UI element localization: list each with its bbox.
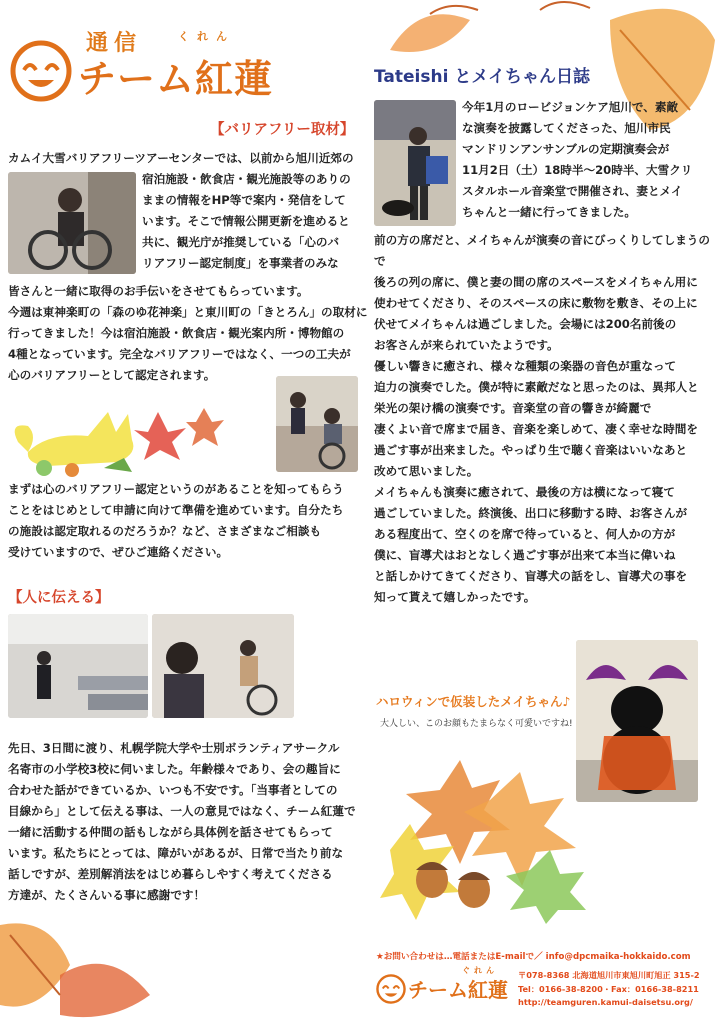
- tell-people-paragraph: 先日、3日間に渡り、札幌学院大学や士別ボランティアサークル 名寄市の小学校3校に伺いました。年齢様々であり、会の趣旨に 合わせた話ができているか、いつも不安です。「当事者としての 目線から」として伝える事は、一人の意見ではなく、チーム紅蓮で 一緒に活動する仲間の話もしながら具体例を話させてもらって います。私たちにとっては、障がいがあるが、日常で当たり前な 話しですが、差別解消法をはじめ暮らしやすく考えてくださる 方達が、たくさんいる事に感謝です！: [8, 741, 356, 902]
- footer-logo-text: チーム紅蓮: [408, 978, 508, 1002]
- wheelchair-photo: [8, 172, 136, 274]
- barrier-free-title: 【バリアフリー取材】: [210, 122, 355, 138]
- footer-logo-ruby: ぐれん: [462, 966, 498, 975]
- contact-tel-fax: Tel：0166-38-8200・Fax：0166-38-8211: [518, 984, 699, 994]
- bottom-leaf-decoration: [0, 905, 160, 1024]
- footer-smiling-face-icon: [376, 974, 406, 1004]
- logo-title: チーム紅蓮: [78, 57, 274, 101]
- interview-photo: [276, 376, 358, 472]
- class-photo: [152, 614, 294, 718]
- halloween-caption: 大人しい、このお顔もたまらなく可愛いですね!: [380, 719, 573, 729]
- barrier-free-paragraph-3: 皆さんと一緒に取得のお手伝いをさせてもらっています。 今週は東神楽町の「森のゆ花神楽」と東川町の「きとろん」の取材に 行ってきました！今は宿泊施設・飲食店・観光案内所・博物館の 4種となっています。完全なバリアフリーではなく、一つの工夫が 心のバリアフリーとして認定されます。: [8, 284, 368, 382]
- diary-title: Tateishi とメイちゃん日誌: [374, 67, 590, 87]
- barrier-free-paragraph-4: まずは心のバリアフリー認定というのがあることを知ってもらう ことをはじめとして申請に向けて準備を進めています。自分たち の施設は認定取れるのだろうか？など、さまざまなご相談も 受けていますので、ぜひご連絡ください。: [8, 482, 344, 559]
- diary-paragraph-1: 今年1月のロービジョンケア旭川で、素敵 な演奏を披露してくださった、旭川市民 マンドリンアンサンブルの定期演奏会が 11月2日（土）18時半〜20時半、大雪クリ スタルホール音楽堂で開催され、妻とメイ ちゃんと一緒に行ってきました。: [462, 100, 693, 219]
- contact-line: ★お問い合わせは…電話またはE-mailで／ info@dpcmaika-hokkaido.com: [376, 952, 691, 962]
- acorn-leaves-illustration: [380, 760, 590, 924]
- halloween-dog-photo: [576, 640, 698, 802]
- lecture-photo: [8, 614, 148, 718]
- contact-address: 〒078-8368 北海道旭川市東旭川町旭正 315-2: [518, 970, 700, 980]
- diary-paragraph-2: 前の方の席だと、メイちゃんが演奏の音にびっくりしてしまうので 後ろの列の席に、僕と妻の間の席のスペースをメイちゃん用に 使わせてくださり、そのスペースの床に敷物を敷き、その上に 伏せてメイちゃんは過ごしました。会場には200名前後の お客さんが来られていたようです。 優しい響きに癒され、様々な種類の楽器の音色が重なって 迫力の演奏でした。僕が特に素敵だなと思ったのは、異邦人と 栄光の架け橋の演奏です。音楽堂の音の響きが綺麗で 凄くよい音で席まで届き、音楽を楽しめて、凄く幸せな時間を 過ごす事が出来ました。やっぱり生で聴く音楽はいいなあと 改めて思いました。 メイちゃんも演奏に癒されて、最後の方は横になって寝て 過ごしていました。終演後、出口に移動する時、お客さんが ある程度出て、空くのを席で待っていると、何人かの方が 僕に、盲導犬はおとなしく過ごす事が出来て本当に偉いね と話しかけてきてくださり、盲導犬の話をし、盲導犬の事を 知って貰えて嬉しかったです。: [374, 233, 710, 604]
- logo-ruby: くれん: [178, 30, 235, 43]
- fox-illustration: [8, 392, 228, 478]
- smiling-face-icon: [10, 40, 72, 102]
- tell-people-title: 【人に伝える】: [8, 590, 110, 606]
- contact-website-link[interactable]: http://teamguren.kamui-daisetsu.org/: [518, 997, 693, 1007]
- newsletter-label: 通信: [86, 31, 143, 56]
- guide-dog-poster-photo: [374, 100, 456, 226]
- halloween-title: ハロウィンで仮装したメイちゃん♪: [376, 694, 571, 709]
- barrier-free-paragraph-1: カムイ大雪バリアフリーツアーセンターでは、以前から旭川近郊の: [8, 151, 354, 165]
- barrier-free-paragraph-2: 宿泊施設・飲食店・観光施設等のありの ままの情報をHP等で案内・発信をして います。そこで情報公開更新を進めると 共に、観光庁が推奨している「心のバ リアフリー認定制度」を事業者のみな: [142, 172, 351, 270]
